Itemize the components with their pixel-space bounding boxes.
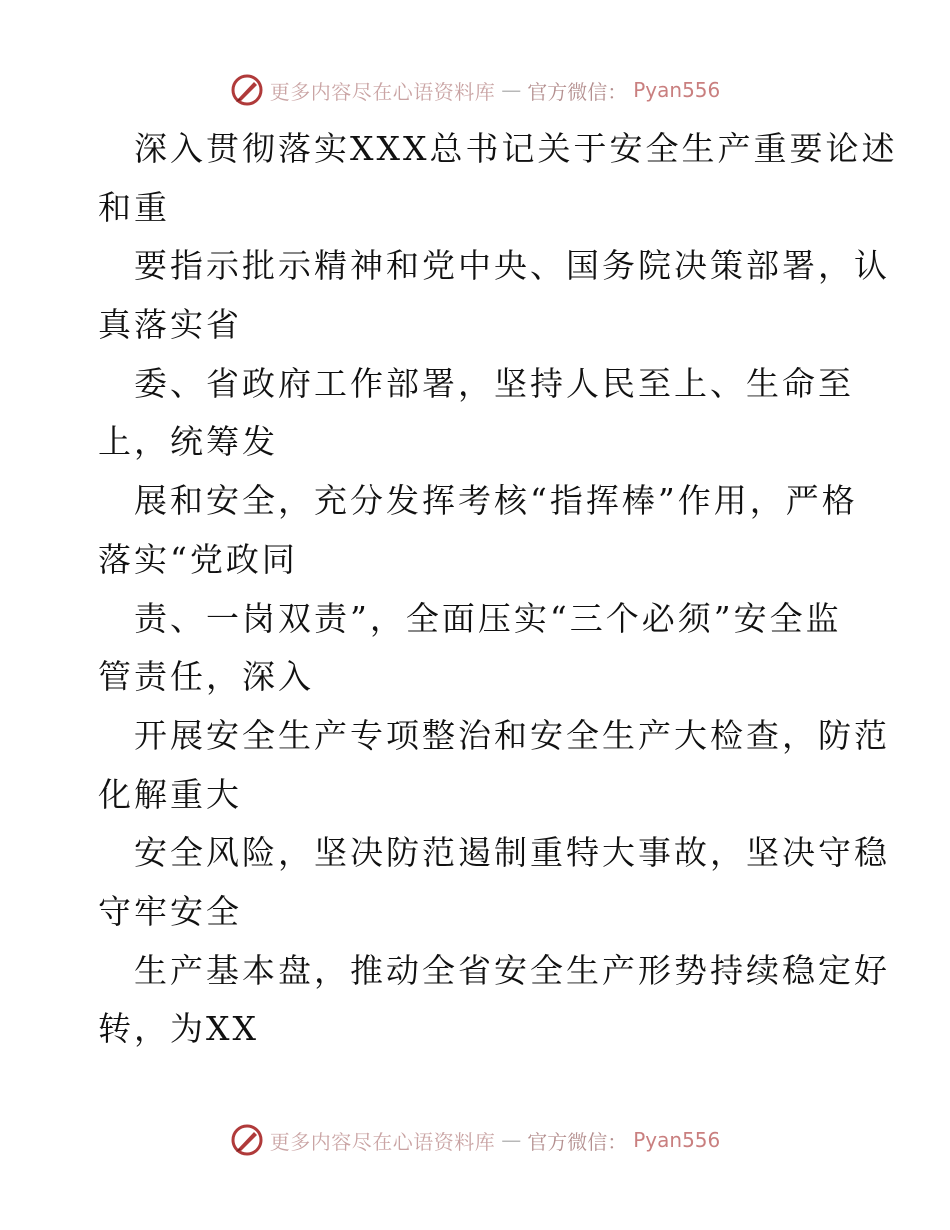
text-line: 管责任，深入 <box>98 657 314 697</box>
text-line: 要指示批示精神和党中央、国务院决策部署，认 <box>134 246 890 286</box>
watermark-contact-label: 官方微信： <box>527 1129 628 1154</box>
text-line: 责、一岗双责”，全面压实“三个必须”安全监 <box>134 598 842 638</box>
watermark-contact-label: 官方微信： <box>527 79 628 104</box>
text-line: 和重 <box>98 187 170 227</box>
footer-watermark <box>0 1120 950 1160</box>
text-line: 守牢安全 <box>98 891 242 931</box>
text-line: 生产基本盘，推动全省安全生产形势持续稳定好 <box>134 950 890 990</box>
text-line: 转，为XX <box>98 1009 259 1049</box>
text-line: 上，统筹发 <box>98 422 278 462</box>
watermark-separator: — <box>501 78 522 102</box>
text-line: 展和安全，充分发挥考核“指挥棒”作用，严格 <box>134 481 858 521</box>
watermark-separator: — <box>501 1128 522 1152</box>
text-line: 开展安全生产专项整治和安全生产大检查，防范 <box>134 715 890 755</box>
text-line: 真落实省 <box>98 305 242 345</box>
quill-seal-icon <box>230 73 264 107</box>
watermark-text: 更多内容尽在心语资料库 <box>269 79 496 104</box>
text-line: 委、省政府工作部署，坚持人民至上、生命至 <box>134 363 854 403</box>
watermark-text: 更多内容尽在心语资料库 <box>269 1129 496 1154</box>
text-line: 深入贯彻落实XXX总书记关于安全生产重要论述 <box>134 129 898 168</box>
text-line: 化解重大 <box>98 774 242 814</box>
watermark-contact-value: Pyan556 <box>633 1128 721 1152</box>
text-line: 落实“党政同 <box>98 539 298 579</box>
watermark-contact-value: Pyan556 <box>633 78 721 102</box>
text-line: 安全风险，坚决防范遏制重特大事故，坚决守稳 <box>134 833 890 873</box>
document-body <box>98 120 898 1059</box>
quill-seal-icon <box>230 1123 264 1157</box>
header-watermark <box>0 70 950 110</box>
